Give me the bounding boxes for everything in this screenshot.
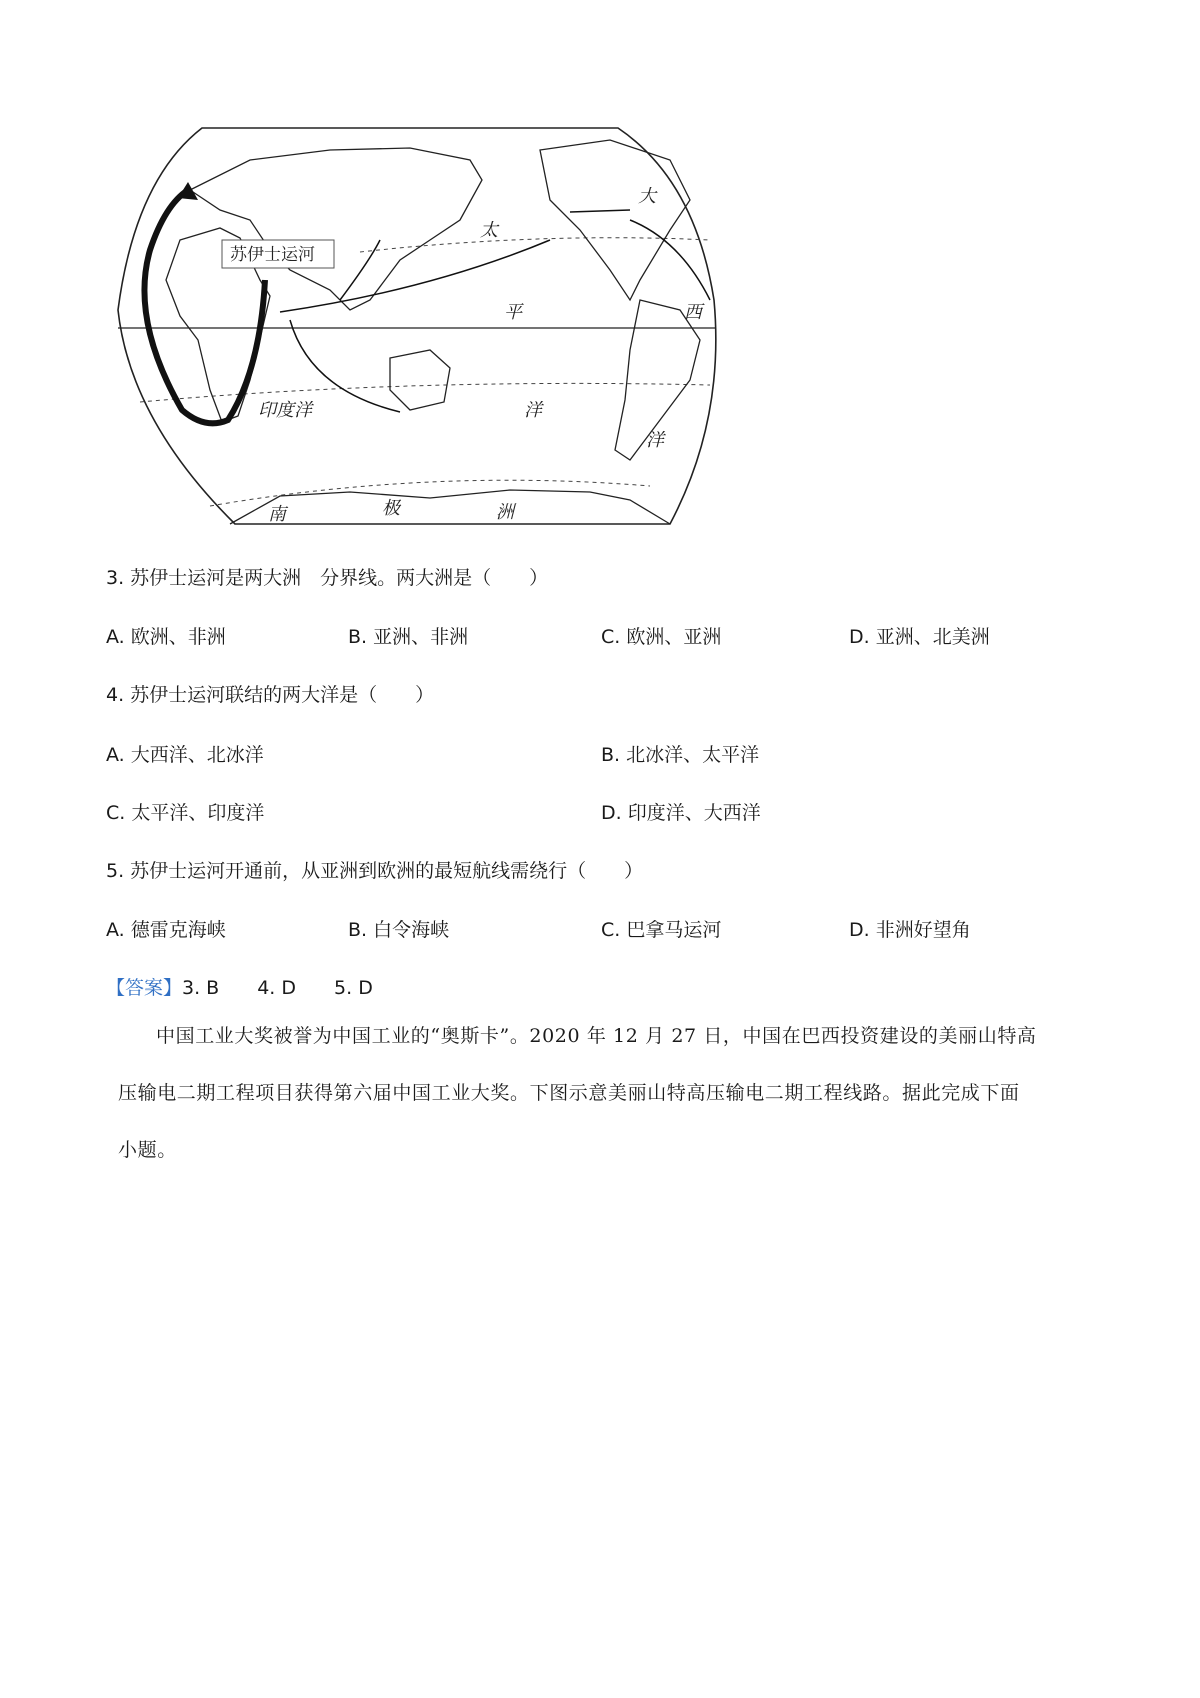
- ocean-label-yang-pacific: 洋: [524, 400, 542, 421]
- ocean-label-tai: 太: [480, 220, 498, 241]
- question-4-option-a: A. 大西洋、北冰洋: [106, 744, 264, 766]
- ocean-label-xi: 西: [684, 302, 702, 323]
- ocean-label-ping: 平: [504, 302, 522, 323]
- continent-label-zhou: 洲: [496, 502, 514, 523]
- paragraph-line-2: 压输电二期工程项目获得第六届中国工业大奖。下图示意美丽山特高压输电二期工程线路。据此完成下面: [118, 1082, 1020, 1104]
- question-3-option-c: C. 欧洲、亚洲: [601, 626, 722, 648]
- canal-label: 苏伊士运河: [230, 245, 315, 264]
- question-3-stem: 3. 苏伊士运河是两大洲 分界线。两大洲是（ ）: [106, 567, 549, 589]
- answer-line: [106, 975, 373, 1001]
- question-5-option-b: B. 白令海峡: [348, 919, 450, 941]
- question-3-option-d: D. 亚洲、北美洲: [849, 626, 990, 648]
- question-5-stem: 5. 苏伊士运河开通前，从亚洲到欧洲的最短航线需绕行（ ）: [106, 860, 644, 882]
- continent-label-ji: 极: [382, 498, 400, 519]
- continent-label-nan: 南: [268, 504, 286, 525]
- ocean-label-indian: 印度洋: [258, 400, 312, 421]
- paragraph-line-3: 小题。: [118, 1139, 177, 1161]
- intro-paragraph: [118, 1008, 1098, 1179]
- paragraph-line-1: 中国工业大奖被誉为中国工业的“奥斯卡”。2020 年 12 月 27 日，中国在巴西投资建设的美丽山特高: [156, 1025, 1037, 1047]
- question-4-option-d: D. 印度洋、大西洋: [601, 802, 761, 824]
- question-3-option-b: B. 亚洲、非洲: [348, 626, 469, 648]
- question-5-option-a: A. 德雷克海峡: [106, 919, 226, 941]
- question-4-option-c: C. 太平洋、印度洋: [106, 802, 265, 824]
- map-frame: [118, 128, 716, 524]
- question-5-option-d: D. 非洲好望角: [849, 919, 971, 941]
- answer-4: 4. D: [257, 977, 297, 999]
- answer-5: 5. D: [334, 977, 373, 999]
- ocean-label-yang-atlantic: 洋: [646, 430, 664, 451]
- question-4-option-b: B. 北冰洋、太平洋: [601, 744, 760, 766]
- question-4-stem: 4. 苏伊士运河联结的两大洋是（ ）: [106, 684, 435, 706]
- ocean-label-da: 大: [638, 186, 656, 207]
- question-3-option-a: A. 欧洲、非洲: [106, 626, 226, 648]
- world-map-figure: [110, 120, 730, 572]
- answer-3: 3. B: [182, 977, 220, 999]
- question-5-option-c: C. 巴拿马运河: [601, 919, 722, 941]
- answer-tag: 【答案】: [106, 977, 183, 999]
